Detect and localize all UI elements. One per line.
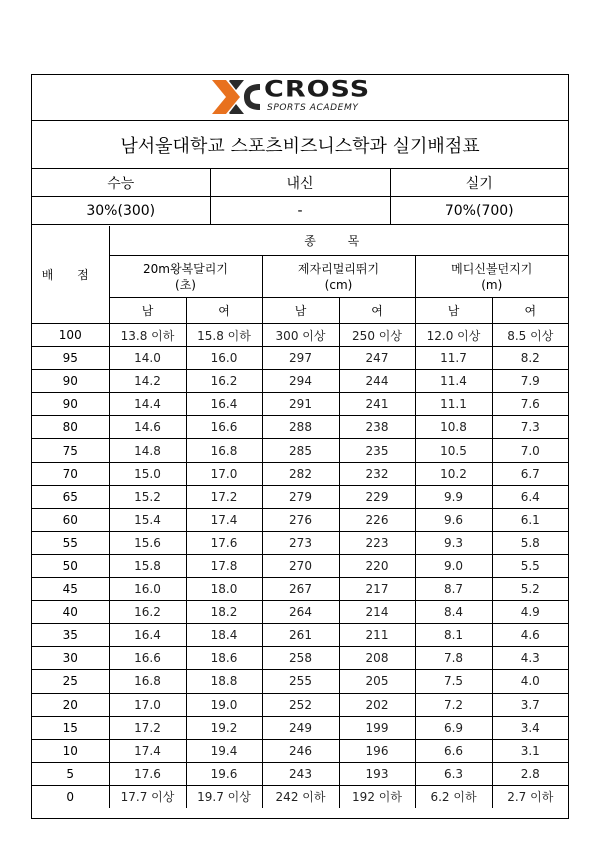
table-row bbox=[32, 693, 568, 716]
long-jump-male-cell: 243 bbox=[262, 762, 339, 785]
shuttle-run-female-cell: 16.0 bbox=[186, 347, 262, 370]
long-jump-female-cell: 211 bbox=[339, 624, 415, 647]
event-header-shuttle-run bbox=[109, 256, 262, 298]
medicine-ball-male-cell: 6.6 bbox=[415, 739, 492, 762]
medicine-ball-male-cell: 9.0 bbox=[415, 554, 492, 577]
long-jump-male-cell: 267 bbox=[262, 578, 339, 601]
medicine-ball-female-cell: 6.7 bbox=[492, 462, 568, 485]
long-jump-male-cell: 288 bbox=[262, 416, 339, 439]
event-name: 메디신볼던지기 bbox=[451, 261, 533, 276]
summary-header-silgi: 실기 bbox=[390, 169, 568, 197]
medicine-ball-male-cell: 9.9 bbox=[415, 485, 492, 508]
medicine-ball-male-cell: 9.6 bbox=[415, 508, 492, 531]
shuttle-run-female-cell: 19.6 bbox=[186, 762, 262, 785]
shuttle-run-female-cell: 16.2 bbox=[186, 370, 262, 393]
event-header-standing-long-jump bbox=[262, 256, 415, 298]
event-unit: (초) bbox=[175, 277, 196, 292]
score-cell: 50 bbox=[32, 554, 109, 577]
long-jump-male-cell: 264 bbox=[262, 601, 339, 624]
shuttle-run-female-cell: 19.2 bbox=[186, 716, 262, 739]
medicine-ball-female-cell: 6.1 bbox=[492, 508, 568, 531]
long-jump-male-cell: 246 bbox=[262, 739, 339, 762]
long-jump-male-cell: 270 bbox=[262, 554, 339, 577]
sex-header-male: 남 bbox=[109, 298, 186, 324]
long-jump-female-cell: 220 bbox=[339, 554, 415, 577]
event-name: 20m왕복달리기 bbox=[143, 261, 228, 276]
long-jump-male-cell: 255 bbox=[262, 670, 339, 693]
shuttle-run-female-cell: 16.8 bbox=[186, 439, 262, 462]
medicine-ball-female-cell: 5.2 bbox=[492, 578, 568, 601]
shuttle-run-male-cell: 13.8 이하 bbox=[109, 324, 186, 347]
medicine-ball-female-cell: 2.8 bbox=[492, 762, 568, 785]
score-cell: 10 bbox=[32, 739, 109, 762]
shuttle-run-female-cell: 15.8 이하 bbox=[186, 324, 262, 347]
medicine-ball-male-cell: 12.0 이상 bbox=[415, 324, 492, 347]
sex-header-male: 남 bbox=[415, 298, 492, 324]
medicine-ball-female-cell: 2.7 이하 bbox=[492, 785, 568, 808]
medicine-ball-female-cell: 5.5 bbox=[492, 554, 568, 577]
long-jump-male-cell: 285 bbox=[262, 439, 339, 462]
long-jump-male-cell: 297 bbox=[262, 347, 339, 370]
table-row bbox=[32, 624, 568, 647]
long-jump-female-cell: 226 bbox=[339, 508, 415, 531]
shuttle-run-female-cell: 18.4 bbox=[186, 624, 262, 647]
long-jump-male-cell: 291 bbox=[262, 393, 339, 416]
page-title: 남서울대학교 스포츠비즈니스학과 실기배점표 bbox=[32, 121, 568, 169]
long-jump-male-cell: 279 bbox=[262, 485, 339, 508]
shuttle-run-female-cell: 16.6 bbox=[186, 416, 262, 439]
shuttle-run-male-cell: 15.8 bbox=[109, 554, 186, 577]
shuttle-run-male-cell: 17.2 bbox=[109, 716, 186, 739]
medicine-ball-female-cell: 4.6 bbox=[492, 624, 568, 647]
shuttle-run-female-cell: 19.0 bbox=[186, 693, 262, 716]
table-row bbox=[32, 670, 568, 693]
score-cell: 60 bbox=[32, 508, 109, 531]
medicine-ball-male-cell: 8.7 bbox=[415, 578, 492, 601]
shuttle-run-male-cell: 17.7 이상 bbox=[109, 785, 186, 808]
summary-value-naesin: - bbox=[210, 197, 390, 225]
sex-header-male: 남 bbox=[262, 298, 339, 324]
logo-brand-text: CROSS bbox=[264, 77, 371, 103]
shuttle-run-male-cell: 16.8 bbox=[109, 670, 186, 693]
table-row bbox=[32, 554, 568, 577]
shuttle-run-female-cell: 18.6 bbox=[186, 647, 262, 670]
long-jump-female-cell: 238 bbox=[339, 416, 415, 439]
medicine-ball-female-cell: 3.7 bbox=[492, 693, 568, 716]
long-jump-male-cell: 242 이하 bbox=[262, 785, 339, 808]
shuttle-run-male-cell: 16.2 bbox=[109, 601, 186, 624]
score-cell: 25 bbox=[32, 670, 109, 693]
event-name: 제자리멀리뛰기 bbox=[297, 261, 380, 276]
summary-header-suneung: 수능 bbox=[32, 169, 210, 197]
table-row bbox=[32, 324, 568, 347]
medicine-ball-female-cell: 7.0 bbox=[492, 439, 568, 462]
medicine-ball-male-cell: 8.1 bbox=[415, 624, 492, 647]
medicine-ball-male-cell: 9.3 bbox=[415, 531, 492, 554]
score-cell: 100 bbox=[32, 324, 109, 347]
table-row bbox=[32, 785, 568, 808]
score-cell: 80 bbox=[32, 416, 109, 439]
score-cell: 55 bbox=[32, 531, 109, 554]
long-jump-male-cell: 273 bbox=[262, 531, 339, 554]
score-cell: 20 bbox=[32, 693, 109, 716]
table-row bbox=[32, 739, 568, 762]
score-column-header: 배 점 bbox=[32, 226, 109, 324]
table-row bbox=[32, 416, 568, 439]
long-jump-male-cell: 261 bbox=[262, 624, 339, 647]
weight-summary-table bbox=[32, 169, 568, 225]
medicine-ball-male-cell: 11.1 bbox=[415, 393, 492, 416]
medicine-ball-female-cell: 7.3 bbox=[492, 416, 568, 439]
events-group-header: 종 목 bbox=[109, 226, 568, 256]
long-jump-female-cell: 196 bbox=[339, 739, 415, 762]
long-jump-male-cell: 252 bbox=[262, 693, 339, 716]
score-cell: 90 bbox=[32, 370, 109, 393]
medicine-ball-male-cell: 6.2 이하 bbox=[415, 785, 492, 808]
long-jump-female-cell: 193 bbox=[339, 762, 415, 785]
shuttle-run-male-cell: 15.6 bbox=[109, 531, 186, 554]
medicine-ball-male-cell: 10.5 bbox=[415, 439, 492, 462]
event-unit: (cm) bbox=[324, 277, 353, 292]
medicine-ball-male-cell: 11.4 bbox=[415, 370, 492, 393]
medicine-ball-female-cell: 6.4 bbox=[492, 485, 568, 508]
shuttle-run-male-cell: 15.2 bbox=[109, 485, 186, 508]
score-cell: 30 bbox=[32, 647, 109, 670]
table-row bbox=[32, 508, 568, 531]
table-row bbox=[32, 762, 568, 785]
medicine-ball-female-cell: 4.0 bbox=[492, 670, 568, 693]
shuttle-run-male-cell: 14.0 bbox=[109, 347, 186, 370]
medicine-ball-female-cell: 7.6 bbox=[492, 393, 568, 416]
table-row bbox=[32, 439, 568, 462]
medicine-ball-female-cell: 3.1 bbox=[492, 739, 568, 762]
logo-header bbox=[32, 75, 568, 121]
medicine-ball-female-cell: 4.9 bbox=[492, 601, 568, 624]
score-cell: 15 bbox=[32, 716, 109, 739]
medicine-ball-male-cell: 8.4 bbox=[415, 601, 492, 624]
shuttle-run-female-cell: 18.0 bbox=[186, 578, 262, 601]
score-cell: 65 bbox=[32, 485, 109, 508]
score-cell: 95 bbox=[32, 347, 109, 370]
score-cell: 35 bbox=[32, 624, 109, 647]
shuttle-run-female-cell: 17.0 bbox=[186, 462, 262, 485]
long-jump-female-cell: 199 bbox=[339, 716, 415, 739]
long-jump-female-cell: 214 bbox=[339, 601, 415, 624]
medicine-ball-female-cell: 4.3 bbox=[492, 647, 568, 670]
shuttle-run-male-cell: 14.6 bbox=[109, 416, 186, 439]
medicine-ball-female-cell: 3.4 bbox=[492, 716, 568, 739]
score-cell: 70 bbox=[32, 462, 109, 485]
scoring-sheet bbox=[31, 74, 569, 819]
sex-header-female: 여 bbox=[339, 298, 415, 324]
sex-header-female: 여 bbox=[186, 298, 262, 324]
long-jump-male-cell: 258 bbox=[262, 647, 339, 670]
medicine-ball-male-cell: 6.9 bbox=[415, 716, 492, 739]
summary-value-silgi: 70%(700) bbox=[390, 197, 568, 225]
shuttle-run-female-cell: 16.4 bbox=[186, 393, 262, 416]
long-jump-female-cell: 229 bbox=[339, 485, 415, 508]
score-table bbox=[32, 226, 568, 808]
table-row bbox=[32, 347, 568, 370]
table-row bbox=[32, 485, 568, 508]
event-unit: (m) bbox=[481, 277, 503, 292]
table-row bbox=[32, 370, 568, 393]
long-jump-female-cell: 232 bbox=[339, 462, 415, 485]
score-cell: 0 bbox=[32, 785, 109, 808]
long-jump-female-cell: 217 bbox=[339, 578, 415, 601]
table-row bbox=[32, 647, 568, 670]
long-jump-male-cell: 294 bbox=[262, 370, 339, 393]
medicine-ball-female-cell: 5.8 bbox=[492, 531, 568, 554]
long-jump-female-cell: 250 이상 bbox=[339, 324, 415, 347]
medicine-ball-female-cell: 7.9 bbox=[492, 370, 568, 393]
event-header-medicine-ball-throw bbox=[415, 256, 568, 298]
sex-header-female: 여 bbox=[492, 298, 568, 324]
shuttle-run-female-cell: 17.8 bbox=[186, 554, 262, 577]
long-jump-female-cell: 223 bbox=[339, 531, 415, 554]
long-jump-male-cell: 282 bbox=[262, 462, 339, 485]
score-cell: 45 bbox=[32, 578, 109, 601]
long-jump-female-cell: 208 bbox=[339, 647, 415, 670]
shuttle-run-male-cell: 16.4 bbox=[109, 624, 186, 647]
long-jump-female-cell: 241 bbox=[339, 393, 415, 416]
long-jump-male-cell: 249 bbox=[262, 716, 339, 739]
table-row bbox=[32, 393, 568, 416]
cross-logo-icon bbox=[210, 78, 262, 116]
shuttle-run-female-cell: 18.2 bbox=[186, 601, 262, 624]
shuttle-run-male-cell: 17.0 bbox=[109, 693, 186, 716]
medicine-ball-male-cell: 6.3 bbox=[415, 762, 492, 785]
long-jump-female-cell: 235 bbox=[339, 439, 415, 462]
table-row bbox=[32, 716, 568, 739]
shuttle-run-male-cell: 17.6 bbox=[109, 762, 186, 785]
score-table-body bbox=[32, 324, 568, 808]
shuttle-run-male-cell: 14.4 bbox=[109, 393, 186, 416]
summary-value-suneung: 30%(300) bbox=[32, 197, 210, 225]
shuttle-run-female-cell: 19.4 bbox=[186, 739, 262, 762]
shuttle-run-male-cell: 16.0 bbox=[109, 578, 186, 601]
table-row bbox=[32, 462, 568, 485]
medicine-ball-male-cell: 7.5 bbox=[415, 670, 492, 693]
long-jump-female-cell: 247 bbox=[339, 347, 415, 370]
shuttle-run-male-cell: 17.4 bbox=[109, 739, 186, 762]
shuttle-run-male-cell: 14.2 bbox=[109, 370, 186, 393]
score-cell: 5 bbox=[32, 762, 109, 785]
long-jump-female-cell: 244 bbox=[339, 370, 415, 393]
table-row bbox=[32, 531, 568, 554]
table-row bbox=[32, 578, 568, 601]
score-cell: 90 bbox=[32, 393, 109, 416]
shuttle-run-female-cell: 18.8 bbox=[186, 670, 262, 693]
shuttle-run-female-cell: 19.7 이상 bbox=[186, 785, 262, 808]
medicine-ball-female-cell: 8.5 이상 bbox=[492, 324, 568, 347]
medicine-ball-female-cell: 8.2 bbox=[492, 347, 568, 370]
shuttle-run-female-cell: 17.4 bbox=[186, 508, 262, 531]
medicine-ball-male-cell: 10.8 bbox=[415, 416, 492, 439]
long-jump-male-cell: 276 bbox=[262, 508, 339, 531]
medicine-ball-male-cell: 7.2 bbox=[415, 693, 492, 716]
table-row bbox=[32, 601, 568, 624]
shuttle-run-male-cell: 15.0 bbox=[109, 462, 186, 485]
shuttle-run-male-cell: 16.6 bbox=[109, 647, 186, 670]
shuttle-run-male-cell: 15.4 bbox=[109, 508, 186, 531]
medicine-ball-male-cell: 7.8 bbox=[415, 647, 492, 670]
shuttle-run-male-cell: 14.8 bbox=[109, 439, 186, 462]
summary-header-naesin: 내신 bbox=[210, 169, 390, 197]
long-jump-female-cell: 202 bbox=[339, 693, 415, 716]
shuttle-run-female-cell: 17.6 bbox=[186, 531, 262, 554]
shuttle-run-female-cell: 17.2 bbox=[186, 485, 262, 508]
long-jump-male-cell: 300 이상 bbox=[262, 324, 339, 347]
logo-tagline: SPORTS ACADEMY bbox=[267, 103, 359, 113]
score-cell: 40 bbox=[32, 601, 109, 624]
medicine-ball-male-cell: 10.2 bbox=[415, 462, 492, 485]
medicine-ball-male-cell: 11.7 bbox=[415, 347, 492, 370]
long-jump-female-cell: 205 bbox=[339, 670, 415, 693]
long-jump-female-cell: 192 이하 bbox=[339, 785, 415, 808]
score-cell: 75 bbox=[32, 439, 109, 462]
